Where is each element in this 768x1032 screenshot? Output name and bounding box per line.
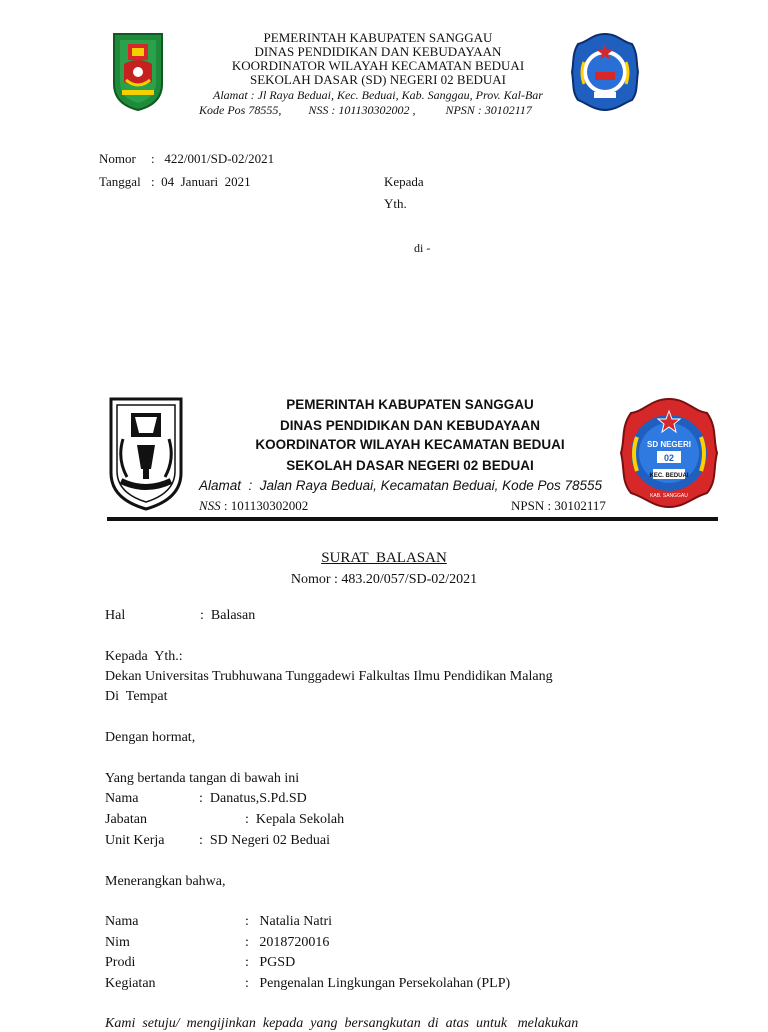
student-value: : Pengenalan Lingkungan Persekolahan (PLP) [245,976,511,991]
tanggal-label: Tanggal [99,174,141,189]
nss-value: : 101130302002 [223,498,309,513]
regency-emblem-logo [107,395,185,513]
signer-label: Jabatan [105,812,147,827]
intro-line: Yang bertanda tangan di bawah ini [105,771,300,786]
letterhead-top-line-4: SEKOLAH DASAR (SD) NEGERI 02 BEDUAI [249,72,507,87]
recipient: Dekan Universitas Trubhuwana Tunggadewi Falkultas Ilmu Pendidikan Malang [105,669,553,684]
tanggal-value: : 04 Januari 2021 [151,174,251,189]
letter-number: Nomor : 483.20/057/SD-02/2021 [290,572,478,587]
student-value: : Natalia Natri [245,914,333,929]
letterhead-top-line-1: PEMERINTAH KABUPATEN SANGGAU [263,30,493,45]
letterhead-main-address: Alamat : Jalan Raya Beduai, Kecamatan Beduai, Kode Pos 78555 [199,478,603,493]
states-line: Menerangkan bahwa, [105,874,226,889]
student-label: Prodi [105,955,136,970]
nss-row [199,498,308,514]
npsn-text: NPSN : 30102117 [511,498,606,513]
signer-label: Nama [105,791,139,806]
nss-label: NSS [199,498,221,513]
seal-sub: KEC. BEDUAI [649,473,689,479]
student-value: : 2018720016 [245,935,330,950]
signer-value: : Kepala Sekolah [245,812,345,827]
letterhead-top-codes: Kode Pos 78555, NSS : 101130302002 , NPSN : 30102117 [199,103,532,117]
seal-text: SD NEGERI [646,440,692,449]
student-value: : PGSD [245,955,296,970]
di-label: di - [414,241,431,255]
hal-value: : Balasan [200,608,256,623]
di-tempat: Di Tempat [105,689,168,704]
letterhead-main-line-3: KOORDINATOR WILAYAH KECAMATAN BEDUAI [255,437,565,452]
yth-label: Yth. [384,196,407,211]
school-seal-main-logo [619,397,719,509]
body-paragraph-partial: Kami setuju/ mengijinkan kepada yang bersangkutan di atas untuk melakukan [105,1016,579,1031]
letterhead-main-line-1: PEMERINTAH KABUPATEN SANGGAU [286,397,534,412]
signer-value: : Danatus,S.Pd.SD [199,791,307,806]
student-label: Nama [105,914,139,929]
signer-label: Unit Kerja [105,833,165,848]
seal-number: 02 [663,453,675,463]
letterhead-top-line-3: KOORDINATOR WILAYAH KECAMATAN BEDUAI [231,58,525,73]
letter-title: SURAT BALASAN [321,550,447,566]
nomor-label: Nomor [99,151,136,166]
school-seal-logo [570,32,640,112]
greeting: Dengan hormat, [105,730,196,745]
letterhead-top-address: Alamat : Jl Raya Beduai, Kec. Beduai, Kab. Sanggau, Prov. Kal-Bar [213,88,543,102]
student-label: Kegiatan [105,976,156,991]
kepada-label: Kepada [384,174,424,189]
hal-label: Hal [105,608,126,623]
letterhead-divider [107,517,718,521]
kepada-yth: Kepada Yth.: [105,649,183,664]
letterhead-main-line-2: DINAS PENDIDIKAN DAN KEBUDAYAAN [279,418,541,433]
signer-value: : SD Negeri 02 Beduai [199,833,331,848]
seal-bottom: KAB. SANGGAU [650,493,688,499]
student-label: Nim [105,935,130,950]
letterhead-main-line-4: SEKOLAH DASAR NEGERI 02 BEDUAI [286,458,534,473]
nomor-value: : 422/001/SD-02/2021 [151,151,275,166]
letterhead-top-line-2: DINAS PENDIDIKAN DAN KEBUDAYAAN [254,44,502,59]
